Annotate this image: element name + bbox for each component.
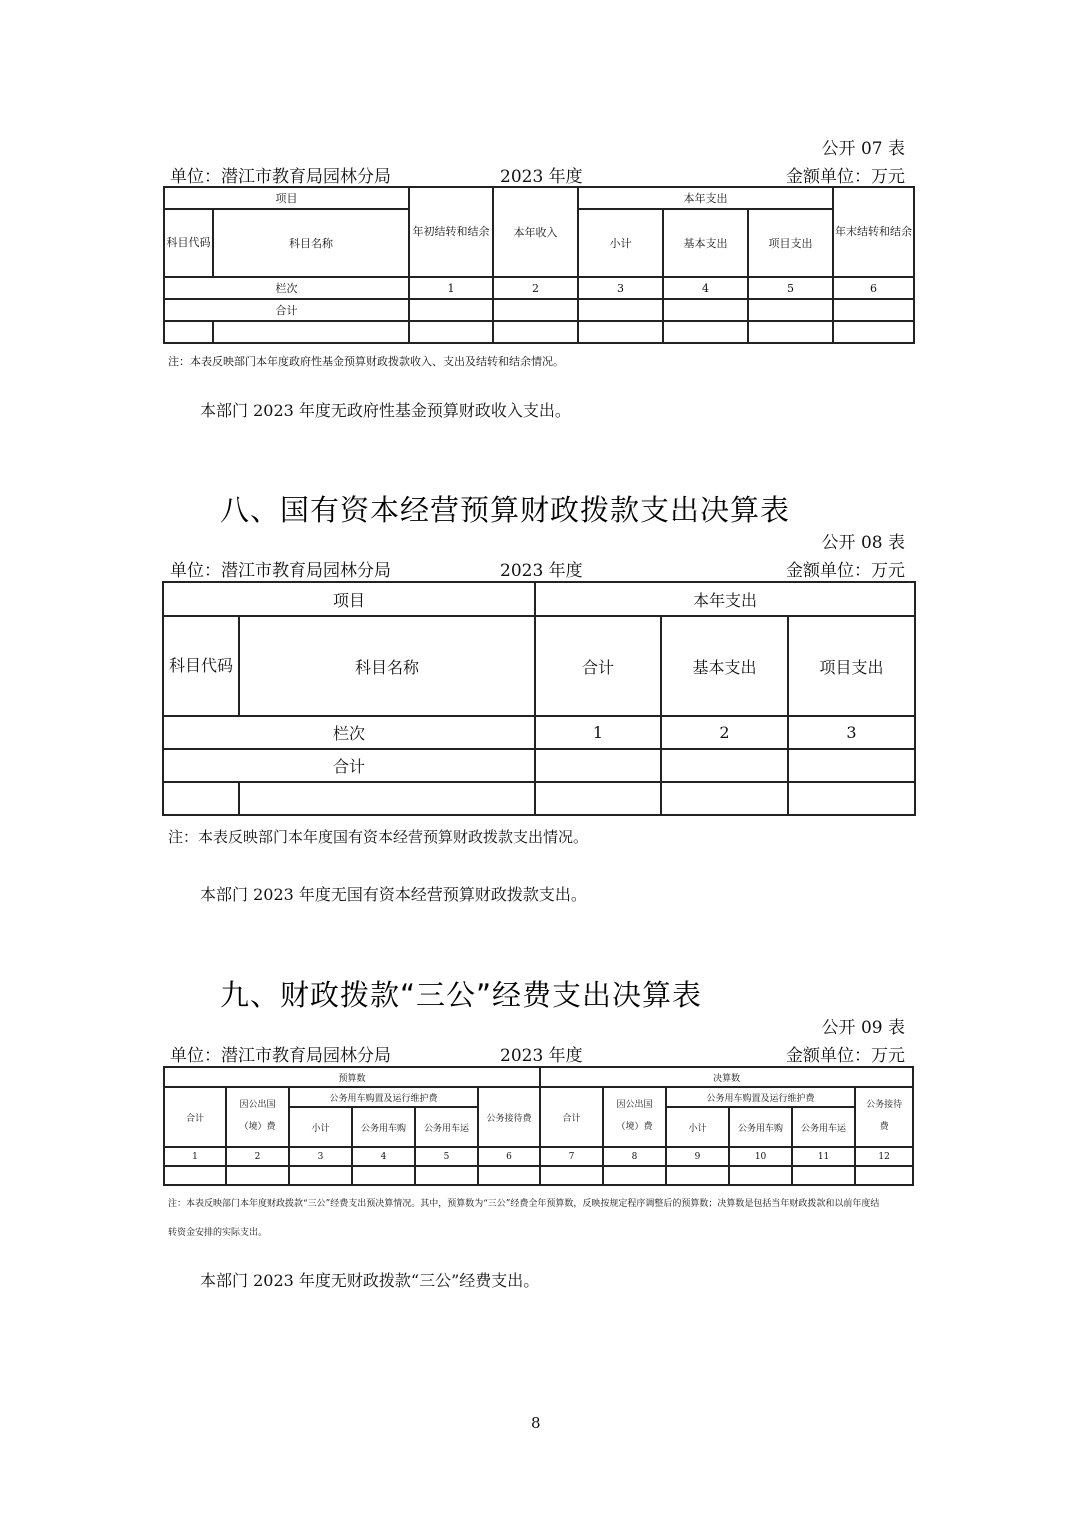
- table-07-meta: [170, 162, 905, 186]
- cell: [788, 782, 915, 815]
- cell: [409, 299, 493, 321]
- col-num: 11: [792, 1147, 855, 1166]
- table-09-code: 公开 09 表: [821, 1018, 905, 1038]
- header-opening-balance: 年初结转和结余: [409, 187, 493, 277]
- empty-row: [164, 1166, 913, 1185]
- unit-label: 单位：潜江市教育局园林分局: [170, 167, 391, 187]
- col-num: 5: [748, 277, 833, 299]
- header-expense-group: 本年支出: [535, 582, 915, 616]
- header-closing-balance: 年末结转和结余: [833, 187, 914, 277]
- table-09-note-line2: 转资金安排的实际支出。: [168, 1228, 268, 1238]
- unit-label: 单位：潜江市教育局园林分局: [170, 561, 391, 581]
- paragraph-09: 本部门 2023 年度无财政拨款“三公”经费支出。: [200, 1271, 540, 1290]
- cell: [748, 299, 833, 321]
- header-item: 项目: [164, 187, 409, 209]
- cell: [478, 1166, 540, 1185]
- header-subject-code: 科目代码: [163, 616, 239, 716]
- year-label: 2023 年度: [500, 561, 583, 581]
- cell: [578, 299, 663, 321]
- col-num: 6: [478, 1147, 540, 1166]
- col-num: 3: [788, 716, 915, 749]
- page-number: 8: [531, 1414, 541, 1432]
- cell: [788, 749, 915, 782]
- cell: [661, 749, 788, 782]
- header-budget-total: 合计: [164, 1087, 226, 1147]
- cell: [663, 299, 748, 321]
- cell: [855, 1166, 913, 1185]
- header-basic: 基本支出: [663, 209, 748, 277]
- paragraph-08: 本部门 2023 年度无国有资本经营预算财政拨款支出。: [200, 885, 587, 904]
- header-total: 合计: [535, 616, 661, 716]
- header-budget-reception: 公务接待费: [478, 1087, 540, 1147]
- col-num: 4: [663, 277, 748, 299]
- cell: [535, 749, 661, 782]
- header-budget-abroad: [226, 1087, 289, 1147]
- cell: [164, 321, 213, 343]
- col-num: 9: [666, 1147, 729, 1166]
- cell: [239, 782, 535, 815]
- section-09-title: 九、财政拨款“三公”经费支出决算表: [220, 978, 703, 1012]
- col-num: 5: [415, 1147, 478, 1166]
- cell: [603, 1166, 666, 1185]
- table-07-code: 公开 07 表: [821, 139, 905, 159]
- table-08-note: 注：本表反映部门本年度国有资本经营预算财政拨款支出情况。: [168, 828, 589, 846]
- table-09-meta: [170, 1041, 905, 1065]
- reception-line2: 费: [879, 1122, 889, 1132]
- column-number-row: [163, 716, 915, 749]
- col-num: 1: [409, 277, 493, 299]
- col-num: 7: [540, 1147, 603, 1166]
- column-number-row: [164, 1147, 913, 1166]
- table-09-note-line1: 注：本表反映部门本年度财政拨款“三公”经费支出预决算情况。其中，预算数为“三公”经费全年预算数，反映按规定程序调整后的预算数；决算数是包括当年财政拨款和以前年度结: [168, 1199, 880, 1209]
- section-08-title: 八、国有资本经营预算财政拨款支出决算表: [220, 493, 791, 527]
- cell: [415, 1166, 478, 1185]
- header-final-reception: [855, 1087, 913, 1147]
- paragraph-07: 本部门 2023 年度无政府性基金预算财政收入支出。: [200, 401, 571, 420]
- abroad-line2: （境）费: [239, 1122, 276, 1132]
- header-final-abroad: [603, 1087, 666, 1147]
- col-num: 10: [729, 1147, 792, 1166]
- table-09: [163, 1066, 914, 1186]
- cell: [666, 1166, 729, 1185]
- reception-line1: 公务接待: [866, 1100, 903, 1111]
- table-08-code: 公开 08 表: [821, 533, 905, 553]
- col-num: 3: [578, 277, 663, 299]
- total-row: [163, 749, 915, 782]
- header-basic: 基本支出: [661, 616, 788, 716]
- header-final-subtotal: 小计: [666, 1107, 729, 1147]
- amount-unit-label: 金额单位：万元: [786, 561, 905, 581]
- col-num: 4: [352, 1147, 415, 1166]
- header-final-vehicle-operation: 公务用车运: [792, 1107, 855, 1147]
- cell: [352, 1166, 415, 1185]
- col-num: 6: [833, 277, 914, 299]
- col-num: 1: [535, 716, 661, 749]
- header-project: 项目支出: [748, 209, 833, 277]
- header-subject-name: 科目名称: [213, 209, 409, 277]
- header-budget-vehicle-purchase: 公务用车购: [352, 1107, 415, 1147]
- header-budget-vehicle-group: 公务用车购置及运行维护费: [289, 1087, 478, 1107]
- total-row: [164, 299, 914, 321]
- header-budget-vehicle-operation: 公务用车运: [415, 1107, 478, 1147]
- cell: [833, 299, 914, 321]
- cell: [833, 321, 914, 343]
- cell: [163, 782, 239, 815]
- table-07: [163, 186, 915, 344]
- header-final-vehicle-group: 公务用车购置及运行维护费: [666, 1087, 855, 1107]
- col-num: 2: [661, 716, 788, 749]
- col-num: 12: [855, 1147, 913, 1166]
- col-num: 2: [226, 1147, 289, 1166]
- cell: [729, 1166, 792, 1185]
- header-project: 项目支出: [788, 616, 915, 716]
- cell: [493, 299, 578, 321]
- header-budget-subtotal: 小计: [289, 1107, 352, 1147]
- empty-row: [164, 321, 914, 343]
- table-08-meta: [170, 556, 905, 580]
- cell: [578, 321, 663, 343]
- cell: [535, 782, 661, 815]
- total-label: 合计: [164, 299, 409, 321]
- abroad-line2: （境）费: [616, 1122, 653, 1132]
- header-final-total: 合计: [540, 1087, 603, 1147]
- amount-unit-label: 金额单位：万元: [786, 1046, 905, 1066]
- header-budget: 预算数: [164, 1067, 540, 1087]
- cell: [226, 1166, 289, 1185]
- cell: [164, 1166, 226, 1185]
- abroad-line1: 因公出国: [239, 1100, 276, 1111]
- header-item: 项目: [163, 582, 535, 616]
- header-expense-group: 本年支出: [578, 187, 833, 209]
- cell: [663, 321, 748, 343]
- col-num: 3: [289, 1147, 352, 1166]
- column-row-label: 栏次: [163, 716, 535, 749]
- column-row-label: 栏次: [164, 277, 409, 299]
- cell: [748, 321, 833, 343]
- cell: [661, 782, 788, 815]
- table-08: [162, 581, 916, 816]
- total-label: 合计: [163, 749, 535, 782]
- header-income: 本年收入: [493, 187, 578, 277]
- cell: [213, 321, 409, 343]
- unit-label: 单位：潜江市教育局园林分局: [170, 1046, 391, 1066]
- abroad-line1: 因公出国: [616, 1100, 653, 1111]
- cell: [540, 1166, 603, 1185]
- header-subtotal: 小计: [578, 209, 663, 277]
- header-final: 决算数: [540, 1067, 913, 1087]
- cell: [409, 321, 493, 343]
- header-subject-name: 科目名称: [239, 616, 535, 716]
- year-label: 2023 年度: [500, 167, 583, 187]
- header-final-vehicle-purchase: 公务用车购: [729, 1107, 792, 1147]
- cell: [289, 1166, 352, 1185]
- col-num: 8: [603, 1147, 666, 1166]
- empty-row: [163, 782, 915, 815]
- col-num: 1: [164, 1147, 226, 1166]
- cell: [493, 321, 578, 343]
- amount-unit-label: 金额单位：万元: [786, 167, 905, 187]
- col-num: 2: [493, 277, 578, 299]
- column-number-row: [164, 277, 914, 299]
- header-subject-code: 科目代码: [164, 209, 213, 277]
- year-label: 2023 年度: [500, 1046, 583, 1066]
- cell: [792, 1166, 855, 1185]
- table-07-note: 注：本表反映部门本年度政府性基金预算财政拨款收入、支出及结转和结余情况。: [168, 355, 564, 368]
